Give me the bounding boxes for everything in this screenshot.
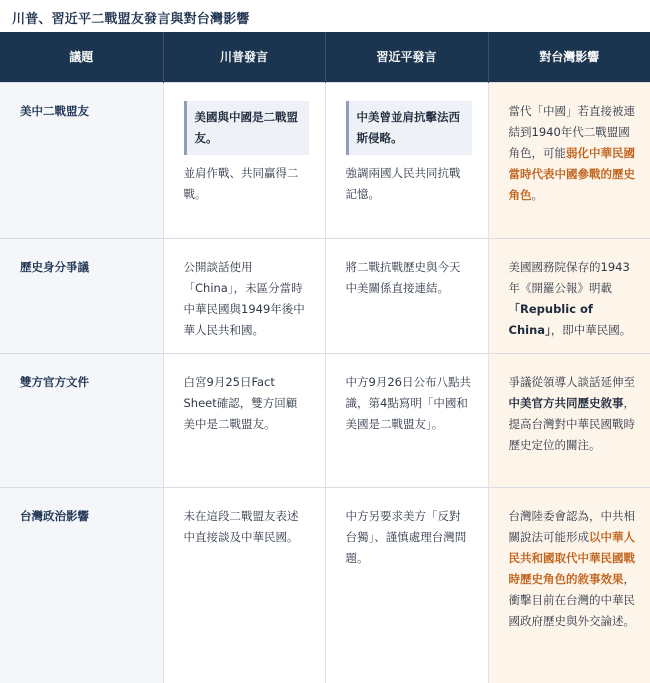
trump-cell [163, 82, 325, 238]
header-xi: 習近平發言 [325, 32, 488, 82]
trump-text: 並肩作戰、共同贏得二戰。 [183, 165, 299, 201]
xi-quote: 中美曾並肩抗擊法西斯侵略。 [346, 101, 472, 155]
impact-bold: 「Republic of China」 [508, 301, 593, 337]
trump-quote: 美國與中國是二戰盟友。 [184, 101, 309, 155]
table-row [0, 487, 650, 683]
impact-text-end: ，衝擊目前在台灣的中華民國政府歷史與外交論述。 [508, 571, 635, 628]
row-topic: 雙方官方文件 [0, 353, 163, 487]
trump-text: 未在這段二戰盟友表述中直接談及中華民國。 [163, 487, 325, 683]
header-impact: 對台灣影響 [488, 32, 650, 82]
impact-text-end: ，即中華民國。 [550, 322, 632, 337]
row-topic: 美中二戰盟友 [0, 82, 163, 238]
impact-cell [488, 487, 650, 683]
xi-text: 中方另要求美方「反對台獨」、謹慎處理台灣問題。 [325, 487, 488, 683]
impact-text-end: ，提高台灣對中華民國戰時歷史定位的關注。 [508, 395, 635, 452]
impact-highlight: 以中華人民共和國取代中華民國戰時歷史角色的敘事效果 [508, 529, 635, 586]
xi-text: 將二戰抗戰歷史與今天中美關係直接連結。 [325, 238, 488, 353]
table-row [0, 82, 650, 238]
xi-cell [325, 82, 488, 238]
xi-text: 中方9月26日公布八點共識，第4點寫明「中國和美國是二戰盟友」。 [325, 353, 488, 487]
impact-text: 當代「中國」若直接被連結到1940年代二戰盟國角色，可能 [508, 103, 635, 160]
impact-cell [488, 353, 650, 487]
impact-text: 爭議從領導人談話延伸至 [508, 374, 635, 389]
impact-bold: 中美官方共同歷史敘事 [508, 395, 624, 410]
row-topic: 台灣政治影響 [0, 487, 163, 683]
impact-cell [488, 82, 650, 238]
header-trump: 川普發言 [163, 32, 325, 82]
table-header-row [0, 32, 650, 82]
trump-text: 白宮9月25日Fact Sheet確認，雙方回顧美中是二戰盟友。 [163, 353, 325, 487]
header-topic: 議題 [0, 32, 163, 82]
table-row [0, 353, 650, 487]
table-row [0, 238, 650, 353]
page-title: 川普、習近平二戰盟友發言與對台灣影響 [12, 12, 250, 27]
impact-text: 台灣陸委會認為，中共相關說法可能形成 [508, 508, 635, 544]
trump-text: 公開談話使用「China」，未區分當時中華民國與1949年後中華人民共和國。 [163, 238, 325, 353]
comparison-table [0, 32, 650, 683]
impact-text: 美國國務院保存的1943年《開羅公報》明載 [508, 259, 630, 295]
impact-cell [488, 238, 650, 353]
impact-highlight: 弱化中華民國當時代表中國參戰的歷史角色 [508, 145, 635, 202]
row-topic: 歷史身分爭議 [0, 238, 163, 353]
xi-text: 強調兩國人民共同抗戰記憶。 [345, 165, 461, 201]
impact-text-end: 。 [531, 187, 543, 202]
title-bar [0, 0, 650, 32]
